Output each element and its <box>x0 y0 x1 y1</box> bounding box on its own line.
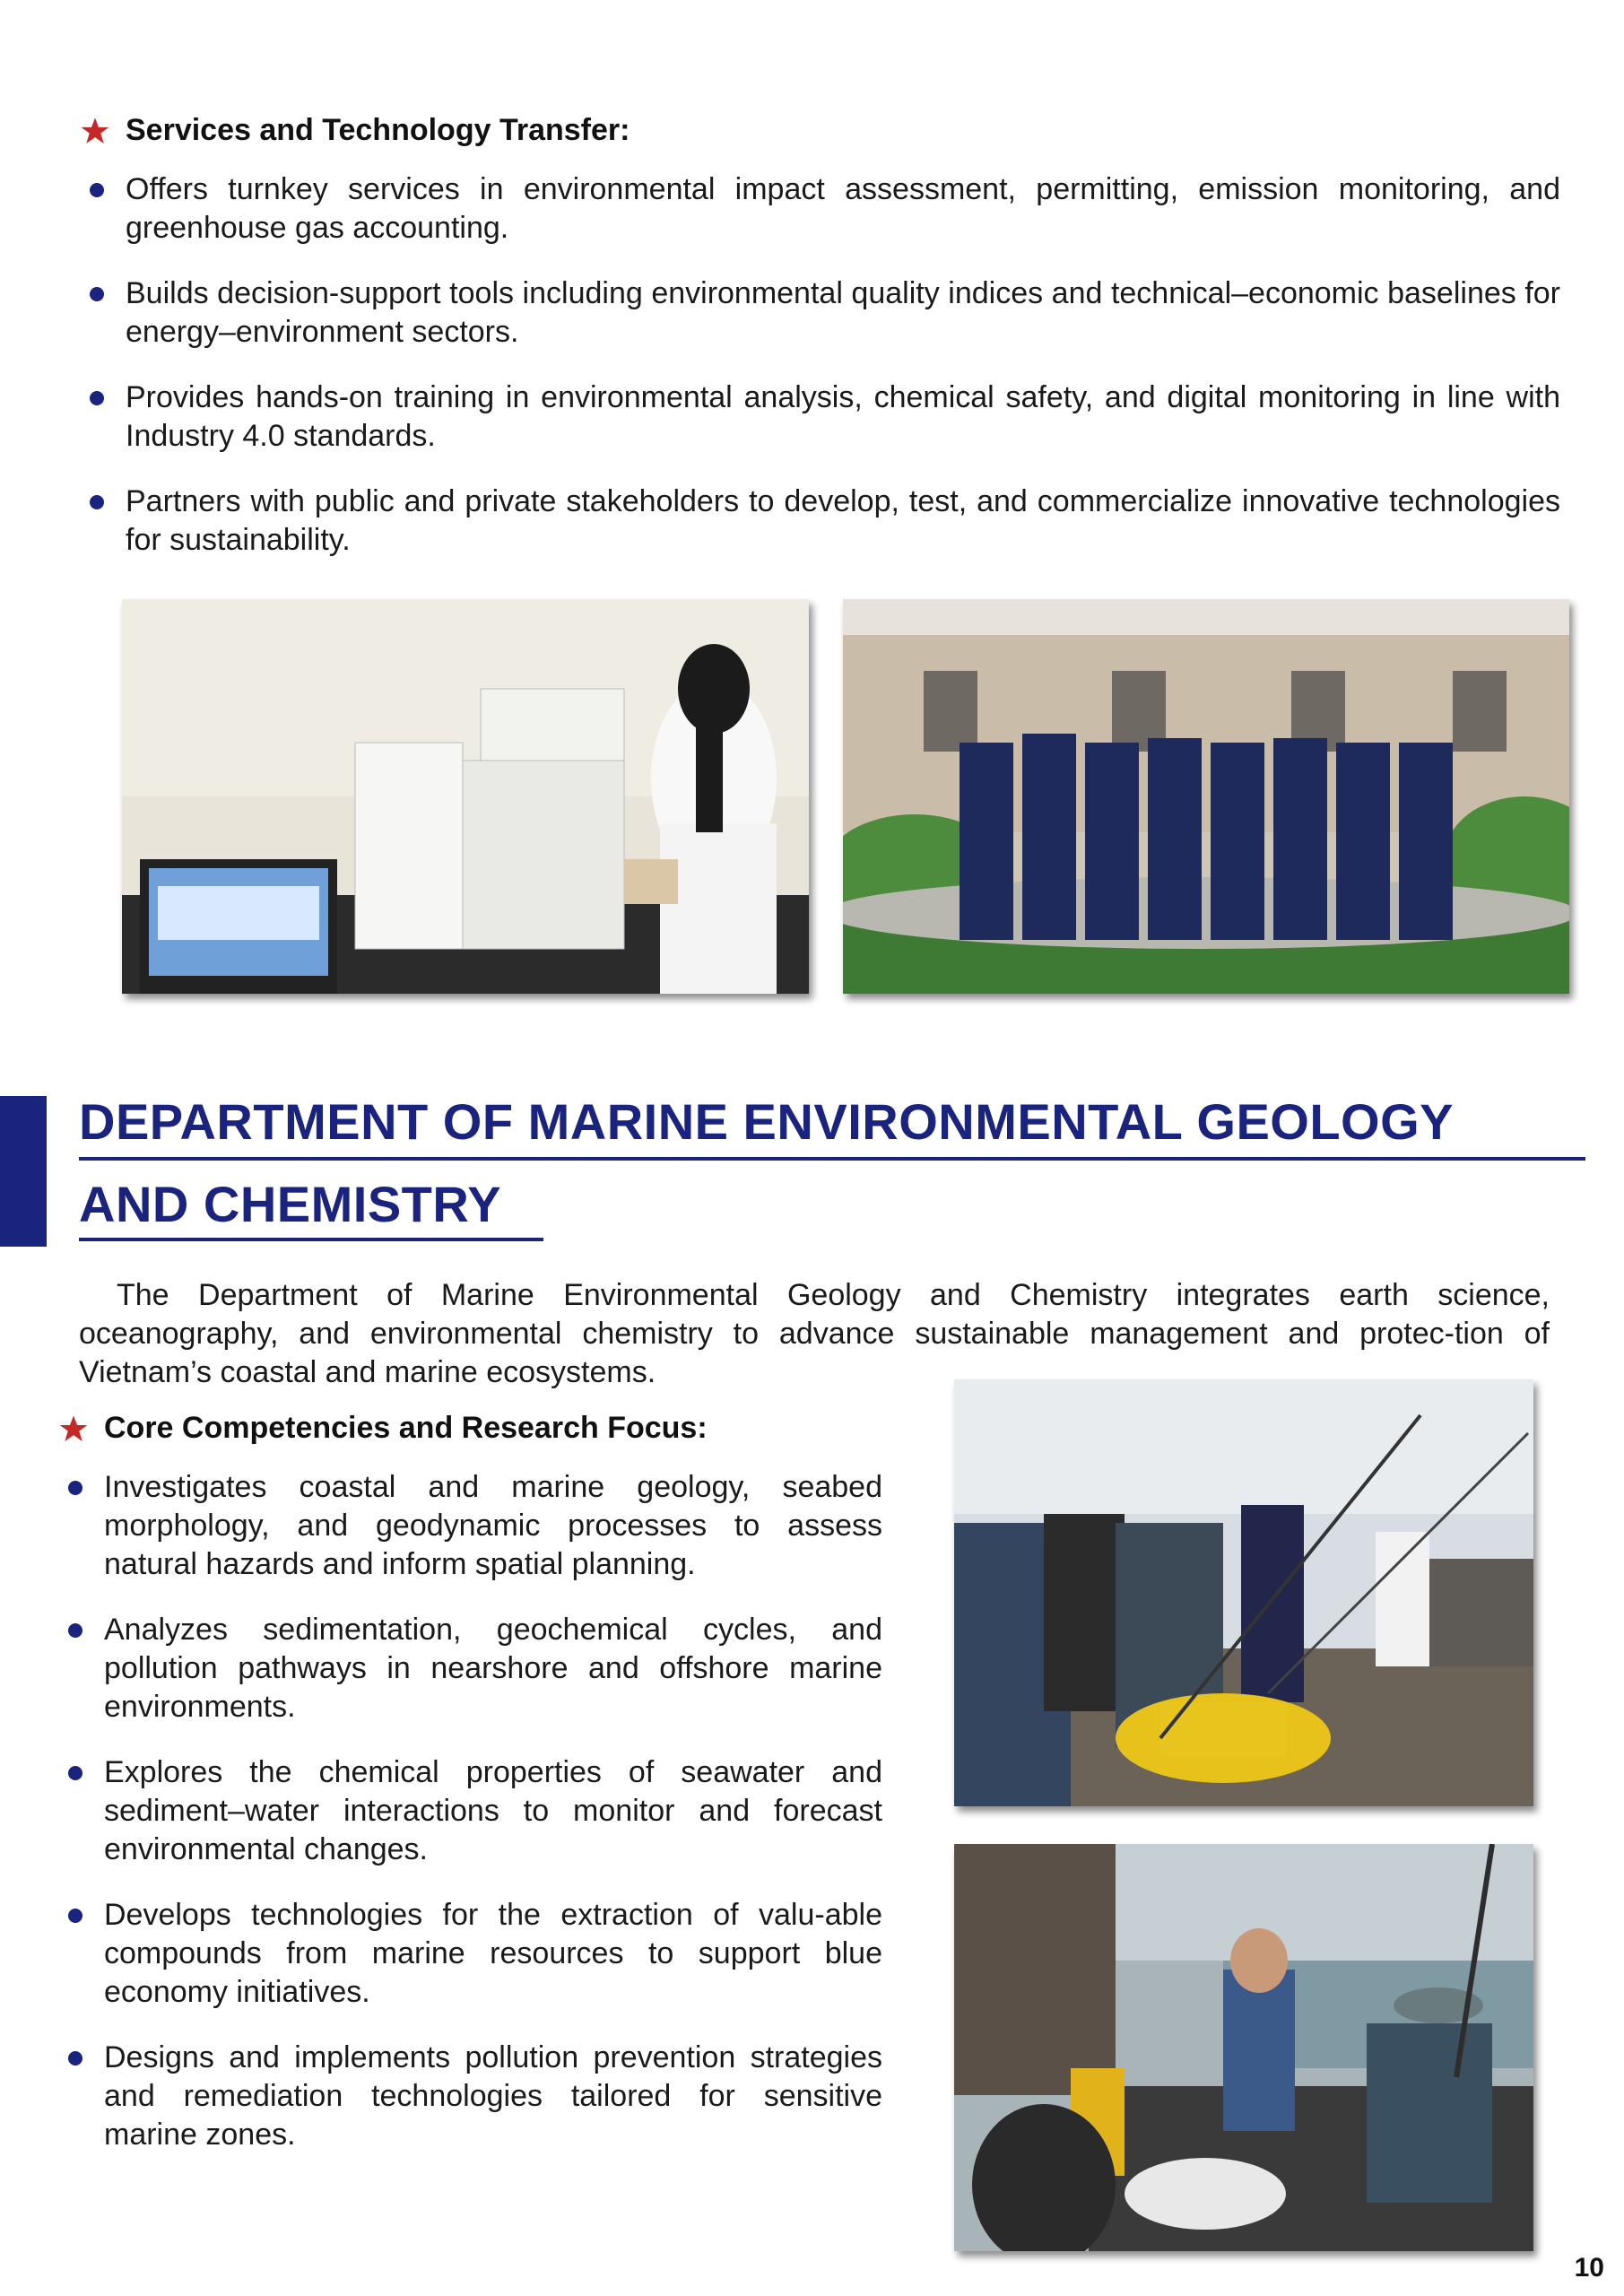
section-accent-bar <box>0 1096 47 1247</box>
department-title-line2: AND CHEMISTRY <box>79 1176 502 1232</box>
title-underline <box>79 1157 1585 1161</box>
competencies-heading: Core Competencies and Research Focus: <box>104 1411 708 1445</box>
bullet-icon <box>90 495 104 509</box>
team-photo <box>843 599 1569 994</box>
star-icon <box>59 1414 88 1443</box>
services-heading: Services and Technology Transfer: <box>126 113 630 147</box>
bullet-icon <box>68 1766 83 1780</box>
bullet-icon <box>68 1481 83 1495</box>
page-number: 10 <box>1574 2253 1604 2283</box>
bullet-icon <box>90 287 104 301</box>
research-vessel-photo <box>954 1844 1533 2251</box>
list-item: Partners with public and private stakeholders to develop, test, and commercialize innovative technologies for sustainability. <box>81 483 1560 560</box>
bullet-icon <box>68 1623 83 1638</box>
ship-deck-photo <box>954 1379 1533 1806</box>
competencies-bullet-list <box>59 1468 882 2154</box>
bullet-icon <box>68 2051 83 2066</box>
star-icon <box>81 117 109 145</box>
list-item: Offers turnkey services in environmental impact assessment, permitting, emission monitoring, and greenhouse gas accounting. <box>81 170 1560 248</box>
list-item: Investigates coastal and marine geology, seabed morphology, and geodynamic processes to assess natural hazards and inform spatial planning. <box>59 1468 882 1584</box>
list-item: Explores the chemical properties of seawater and sediment–water interactions to monitor and forecast environmental changes. <box>59 1753 882 1869</box>
lab-photo <box>122 599 809 994</box>
bullet-icon <box>68 1909 83 1923</box>
list-item: Provides hands-on training in environmental analysis, chemical safety, and digital monitoring in line with Industry 4.0 standards. <box>81 378 1560 456</box>
list-item: Builds decision-support tools including environmental quality indices and technical–economic baselines for energy–environment sectors. <box>81 274 1560 352</box>
list-item: Develops technologies for the extraction of valu-able compounds from marine resources to support blue economy initiatives. <box>59 1896 882 2012</box>
bullet-icon <box>90 391 104 405</box>
list-item: Designs and implements pollution prevention strategies and remediation technologies tailored for sensitive marine zones. <box>59 2039 882 2154</box>
list-item: Analyzes sedimentation, geochemical cycles, and pollution pathways in nearshore and offshore marine environments. <box>59 1611 882 1726</box>
department-intro: The Department of Marine Environmental Geology and Chemistry integrates earth science, oceanography, and environmental chemistry to advance sustainable management and protec-tion of Vietnam’s coastal and marine ecosystems. <box>79 1278 1550 1389</box>
services-bullet-list <box>81 170 1560 560</box>
title-underline <box>79 1238 543 1241</box>
department-title-line1: DEPARTMENT OF MARINE ENVIRONMENTAL GEOLOGY <box>79 1093 1455 1150</box>
bullet-icon <box>90 183 104 197</box>
